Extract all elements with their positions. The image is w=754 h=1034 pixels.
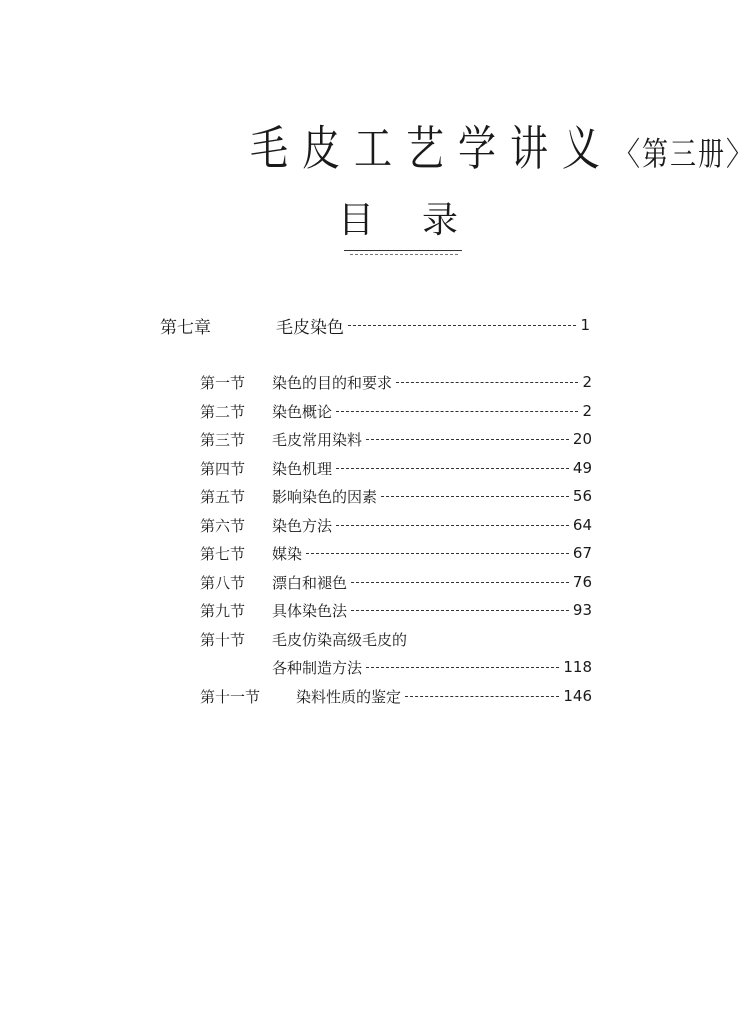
heading-underline-dashed xyxy=(350,254,458,255)
section-number: 第七节 xyxy=(200,544,246,563)
toc-section-row xyxy=(200,541,592,565)
section-title-continued: 各种制造方法 xyxy=(272,658,363,677)
section-page: 67 xyxy=(572,544,592,562)
section-title: 毛皮仿染高级毛皮的 xyxy=(272,630,408,649)
section-title: 染色机理 xyxy=(272,459,333,478)
section-page: 64 xyxy=(572,516,592,534)
section-page: 93 xyxy=(572,601,592,619)
heading-underline xyxy=(344,250,462,251)
dot-leader xyxy=(306,553,569,554)
section-page: 118 xyxy=(563,658,592,676)
chapter-page: 1 xyxy=(580,316,590,334)
section-number: 第十节 xyxy=(200,630,246,649)
section-title: 染色概论 xyxy=(272,402,333,421)
toc-section-row xyxy=(200,513,592,537)
toc-section-row xyxy=(200,399,592,423)
dot-leader xyxy=(396,382,578,383)
section-number: 第十一节 xyxy=(200,687,261,706)
title-volume: 〈第三册〉 xyxy=(614,136,754,174)
toc-section-row xyxy=(200,598,592,622)
toc-section-row xyxy=(200,370,592,394)
title-main: 毛皮工艺学讲义 xyxy=(250,121,615,177)
section-title: 染色方法 xyxy=(272,516,333,535)
dot-leader xyxy=(366,439,569,440)
section-number: 第一节 xyxy=(200,373,246,392)
dot-leader xyxy=(351,610,569,611)
document-title xyxy=(250,110,754,179)
toc-section-continuation xyxy=(272,655,592,679)
section-title: 毛皮常用染料 xyxy=(272,430,363,449)
section-page: 146 xyxy=(563,687,592,705)
section-title: 具体染色法 xyxy=(272,601,348,620)
section-page: 2 xyxy=(582,373,592,391)
toc-section-row xyxy=(200,456,592,480)
section-page: 20 xyxy=(572,430,592,448)
section-number: 第三节 xyxy=(200,430,246,449)
section-title: 染色的目的和要求 xyxy=(272,373,393,392)
section-number: 第二节 xyxy=(200,402,246,421)
dot-leader xyxy=(336,468,569,469)
dot-leader xyxy=(381,496,569,497)
toc-section-row xyxy=(200,684,592,708)
toc-section-row xyxy=(200,627,592,651)
dot-leader xyxy=(336,411,578,412)
section-page: 56 xyxy=(572,487,592,505)
section-title: 染料性质的鉴定 xyxy=(296,687,402,706)
section-title: 漂白和褪色 xyxy=(272,573,348,592)
section-page: 49 xyxy=(572,459,592,477)
toc-heading: 目录 xyxy=(338,200,507,241)
section-number: 第四节 xyxy=(200,459,246,478)
section-number: 第五节 xyxy=(200,487,246,506)
dot-leader xyxy=(366,667,559,668)
dot-leader xyxy=(351,582,569,583)
toc-section-row xyxy=(200,570,592,594)
dot-leader xyxy=(405,696,559,697)
section-number: 第九节 xyxy=(200,601,246,620)
toc-section-row xyxy=(200,427,592,451)
section-title: 媒染 xyxy=(272,544,303,563)
section-number: 第八节 xyxy=(200,573,246,592)
chapter-number: 第七章 xyxy=(160,317,211,338)
dot-leader xyxy=(336,525,569,526)
toc-chapter-row xyxy=(160,313,590,337)
dot-leader xyxy=(348,325,576,326)
section-number: 第六节 xyxy=(200,516,246,535)
section-title: 影响染色的因素 xyxy=(272,487,378,506)
section-page: 76 xyxy=(572,573,592,591)
toc-section-row xyxy=(200,484,592,508)
chapter-title: 毛皮染色 xyxy=(276,317,344,338)
section-page: 2 xyxy=(582,402,592,420)
